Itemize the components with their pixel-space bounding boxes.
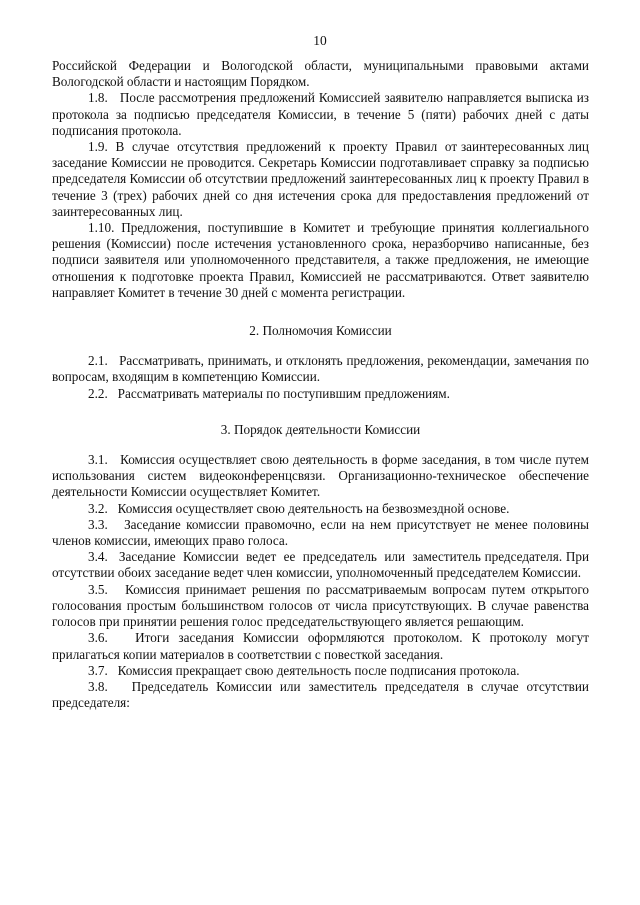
paragraph-3-5: 3.5. Комиссия принимает решения по рассматриваемым вопросам путем открытого голосования простым большинством голосов от числа присутствующих. В случае равенства голосов при принятии решения голос председательствующего является решающим. [52,581,589,630]
paragraph-1-8: 1.8. После рассмотрения предложений Комиссией заявителю направляется выписка из протокола за подписью председателя Комиссии, в течение 5 (пяти) рабочих дней с даты подписания протокола. [52,90,589,138]
section-3-heading: 3. Порядок деятельности Комиссии [220,421,421,437]
paragraph-1-10: 1.10. Предложения, поступившие в Комитет и требующие принятия коллегиального решения (Комиссии) после истечения установленного срока, неразборчиво написанные, без подписи заявителя или уполномоченного представителя, а также предложения, не имеющие отношения к подготовке проекта Правил, Комиссией не рассматриваются. Ответ заявителю направляет Комитет в течение 30 дней с момента регистрации. [52,220,589,300]
paragraph-2-1: 2.1. Рассматривать, принимать, и отклонять предложения, рекомендации, замечания по вопросам, входящим в компетенцию Комиссии. [52,353,589,385]
paragraph-continuation: Российской Федерации и Вологодской области, муниципальными правовыми актами Вологодской области и настоящим Порядком. [52,58,589,90]
page-number: 10 [313,33,327,48]
paragraph-3-3: 3.3. Заседание комиссии правомочно, если на нем присутствует не менее половины членов комиссии, имеющих право голоса. [52,516,589,549]
paragraph-3-6: 3.6. Итоги заседания Комиссии оформляются протоколом. К протоколу могут прилагаться копии материалов в соответствии с повесткой заседания. [52,630,589,662]
paragraph-3-4: 3.4. Заседание Комиссии ведет ее председатель или заместитель председателя. При отсутствии обоих заседание ведет член комиссии, уполномоченный председателем Комиссии. [52,549,589,581]
section-2-heading: 2. Полномочия Комиссии [249,323,392,339]
paragraph-3-1: 3.1. Комиссия осуществляет свою деятельность в форме заседания, в том числе путем использования систем видеоконференцсвязи. Организационно-техническое обеспечение деятельности Комиссии осуществляет Комитет. [52,452,589,500]
paragraph-2-2: 2.2. Рассматривать материалы по поступившим предложениям. [88,385,450,401]
paragraph-1-9: 1.9. В случае отсутствия предложений к проекту Правил от заинтересованных лиц заседание Комиссии не проводится. Секретарь Комиссии подготавливает справку за подписью председателя Комиссии об отсутствии предложений заинтересованных лиц к проекту Правил в течение 3 (трех) рабочих дней со дня истечения срока для предоставления предложений от заинтересованных лиц. [52,139,589,219]
paragraph-3-2: 3.2. Комиссия осуществляет свою деятельность на безвозмездной основе. [88,500,510,516]
document-body [52,58,589,711]
paragraph-3-8: 3.8. Председатель Комиссии или заместитель председателя в случае отсутствии председателя: [52,678,589,711]
paragraph-3-7: 3.7. Комиссия прекращает свою деятельность после подписания протокола. [88,662,520,678]
